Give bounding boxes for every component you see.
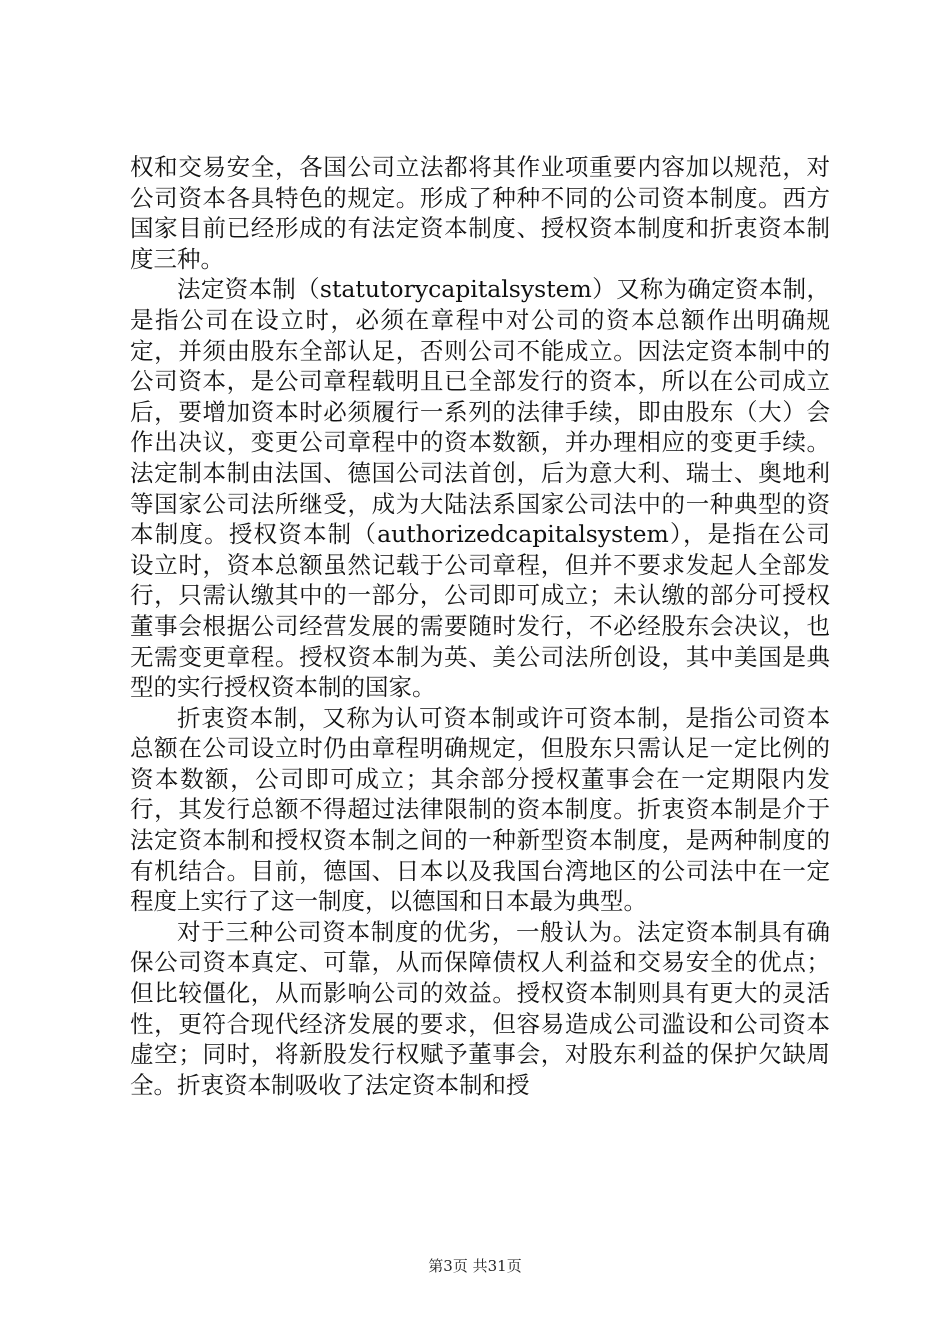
paragraph-2: 法定资本制（statutorycapitalsystem）又称为确定资本制，是指公司在设立时，必须在章程中对公司的资本总额作出明确规定，并须由股东全部认足，否则公司不能成立。因法定资本制中的公司资本，是公司章程载明且已全部发行的资本，所以在公司成立后，要增加资本时必须履行一系列的法律手续，即由股东（大）会作出决议，变更公司章程中的资本数额，并办理相应的变更手续。法定制本制由法国、德国公司法首创，后为意大利、瑞士、奥地利等国家公司法所继受，成为大陆法系国家公司法中的一种典型的资本制度。授权资本制（authorizedcapitalsystem），是指在公司设立时，资本总额虽然记载于公司章程，但并不要求发起人全部发行，只需认缴其中的一部分，公司即可成立；未认缴的部分可授权董事会根据公司经营发展的需要随时发行，不必经股东会决议，也无需变更章程。授权资本制为英、美公司法所创设，其中美国是典型的实行授权资本制的国家。 [130,275,830,702]
page-number-footer: 第3页 共31页 [428,1257,522,1275]
document-body [130,152,830,1100]
paragraph-1: 权和交易安全，各国公司立法都将其作业项重要内容加以规范，对公司资本各具特色的规定。形成了种种不同的公司资本制度。西方国家目前已经形成的有法定资本制度、授权资本制度和折衷资本制度三种。 [130,153,830,273]
paragraph-3: 折衷资本制，又称为认可资本制或许可资本制，是指公司资本总额在公司设立时仍由章程明确规定，但股东只需认足一定比例的资本数额，公司即可成立；其余部分授权董事会在一定期限内发行，其发行总额不得超过法律限制的资本制度。折衷资本制是介于法定资本制和授权资本制之间的一种新型资本制度，是两种制度的有机结合。目前，德国、日本以及我国台湾地区的公司法中在一定程度上实行了这一制度，以德国和日本最为典型。 [130,703,830,916]
paragraph-4: 对于三种公司资本制度的优劣，一般认为。法定资本制具有确保公司资本真定、可靠，从而保障债权人利益和交易安全的优点；但比较僵化，从而影响公司的效益。授权资本制则具有更大的灵活性，更符合现代经济发展的要求，但容易造成公司滥设和公司资本虚空；同时，将新股发行权赋予董事会，对股东利益的保护欠缺周全。折衷资本制吸收了法定资本制和授 [130,917,830,1099]
